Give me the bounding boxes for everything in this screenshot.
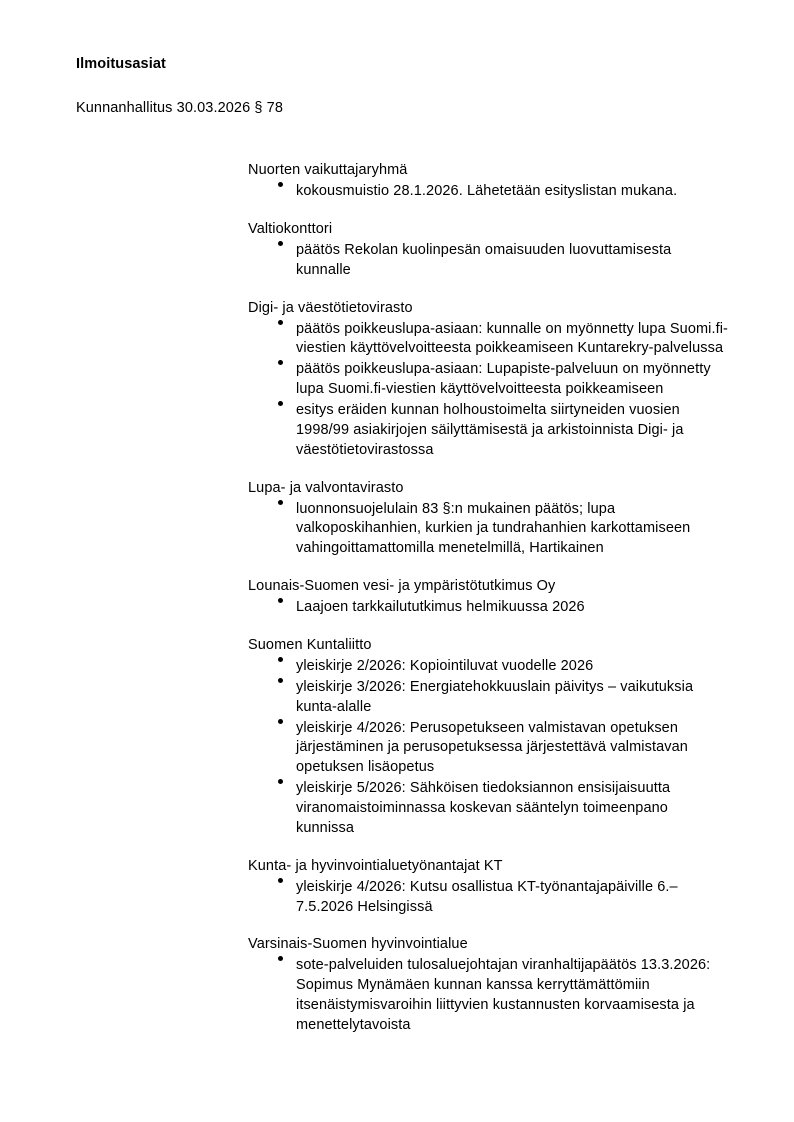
list-item xyxy=(248,241,730,281)
document-meta: Kunnanhallitus 30.03.2026 § 78 xyxy=(76,100,283,116)
list-item-text: päätös Rekolan kuolinpesän omaisuuden luovuttamisesta kunnalle xyxy=(296,241,672,278)
list-item xyxy=(248,678,730,718)
section-heading: Lounais-Suomen vesi- ja ympäristötutkimus Oy xyxy=(248,578,556,595)
section-bullet-list xyxy=(248,182,730,202)
section-bullet-list xyxy=(248,320,730,461)
document-section xyxy=(248,298,730,461)
list-item xyxy=(248,360,730,400)
bullet-dot-icon xyxy=(278,401,283,406)
bullet-dot-icon xyxy=(278,956,283,961)
bullet-dot-icon xyxy=(278,598,283,603)
section-heading: Varsinais-Suomen hyvinvointialue xyxy=(248,936,468,953)
list-item xyxy=(248,182,730,202)
bullet-dot-icon xyxy=(278,320,283,325)
list-item xyxy=(248,598,730,618)
section-bullet-list xyxy=(248,956,730,1035)
list-item-text: yleiskirje 3/2026: Energiatehokkuuslain päivitys – vaikutuksia kunta-alalle xyxy=(296,678,694,715)
list-item-text: luonnonsuojelulain 83 §:n mukainen päätös; lupa valkoposkihanhien, kurkien ja tundrahanhien karkottamiseen vahingoittamattomilla menetelmillä, Hartikainen xyxy=(296,500,691,557)
section-bullet-list xyxy=(248,241,730,281)
document-section xyxy=(248,934,730,1035)
list-item-text: sote-palveluiden tulosaluejohtajan viranhaltijapäätös 13.3.2026: Sopimus Mynämäen kunnan kanssa kerryttämättömiin itsenäistymisvaroihin liittyvien kustannusten korvaamisesta ja menettelytavoista xyxy=(296,957,711,1034)
section-bullet-list xyxy=(248,500,730,560)
sections-container xyxy=(248,160,730,1036)
section-heading: Nuorten vaikuttajaryhmä xyxy=(248,162,408,178)
document-section xyxy=(248,635,730,839)
bullet-dot-icon xyxy=(278,719,283,724)
list-item-text: Laajoen tarkkailututkimus helmikuussa 2026 xyxy=(296,599,585,616)
list-item xyxy=(248,320,730,360)
section-heading: Suomen Kuntaliitto xyxy=(248,637,372,654)
bullet-dot-icon xyxy=(278,779,283,784)
list-item-text: yleiskirje 4/2026: Perusopetukseen valmistavan opetuksen järjestäminen ja perusopetuksessa järjestettävä valmistavan opetuksen lisäopetus xyxy=(296,719,688,776)
list-item-text: yleiskirje 4/2026: Kutsu osallistua KT-työnantajapäiville 6.–7.5.2026 Helsingissä xyxy=(296,878,678,915)
bullet-dot-icon xyxy=(278,878,283,883)
section-heading: Valtiokonttori xyxy=(248,220,333,237)
section-heading: Digi- ja väestötietovirasto xyxy=(248,299,413,316)
bullet-dot-icon xyxy=(278,241,283,246)
list-item-text: yleiskirje 2/2026: Kopiointiluvat vuodelle 2026 xyxy=(296,658,594,675)
list-item-text: yleiskirje 5/2026: Sähköisen tiedoksiannon ensisijaisuutta viranomaistoiminnassa koskevan sääntelyn toimeenpano kunnissa xyxy=(296,780,671,836)
list-item xyxy=(248,657,730,677)
document-section xyxy=(248,219,730,281)
list-item xyxy=(248,719,730,779)
document-section xyxy=(248,478,730,560)
list-item-text: päätös poikkeuslupa-asiaan: kunnalle on myönnetty lupa Suomi.fi-viestien käyttövelvoitteesta poikkeamiseen Kuntarekry-palvelussa xyxy=(296,320,728,357)
section-bullet-list xyxy=(248,657,730,839)
bullet-dot-icon xyxy=(278,182,283,187)
document-section xyxy=(248,856,730,918)
section-heading: Lupa- ja valvontavirasto xyxy=(248,479,404,496)
section-heading: Kunta- ja hyvinvointialuetyönantajat KT xyxy=(248,857,503,874)
list-item-text: esitys eräiden kunnan holhoustoimelta siirtyneiden vuosien 1998/99 asiakirjojen säilyttämisestä ja arkistoinnista Digi- ja väestötietovirastossa xyxy=(296,402,684,458)
document-section xyxy=(248,160,730,202)
bullet-dot-icon xyxy=(278,657,283,662)
section-bullet-list xyxy=(248,598,730,618)
list-item xyxy=(248,401,730,461)
page-title: Ilmoitusasiat xyxy=(76,56,166,72)
list-item xyxy=(248,500,730,560)
bullet-dot-icon xyxy=(278,360,283,365)
list-item-text: päätös poikkeuslupa-asiaan: Lupapiste-palveluun on myönnetty lupa Suomi.fi-viestien käyttövelvoitteesta poikkeamiseen xyxy=(296,361,711,398)
list-item xyxy=(248,779,730,839)
list-item-text: kokousmuistio 28.1.2026. Lähetetään esityslistan mukana. xyxy=(296,183,678,199)
bullet-dot-icon xyxy=(278,678,283,683)
document-section xyxy=(248,576,730,618)
bullet-dot-icon xyxy=(278,500,283,505)
section-bullet-list xyxy=(248,878,730,918)
list-item xyxy=(248,878,730,918)
list-item xyxy=(248,956,730,1035)
